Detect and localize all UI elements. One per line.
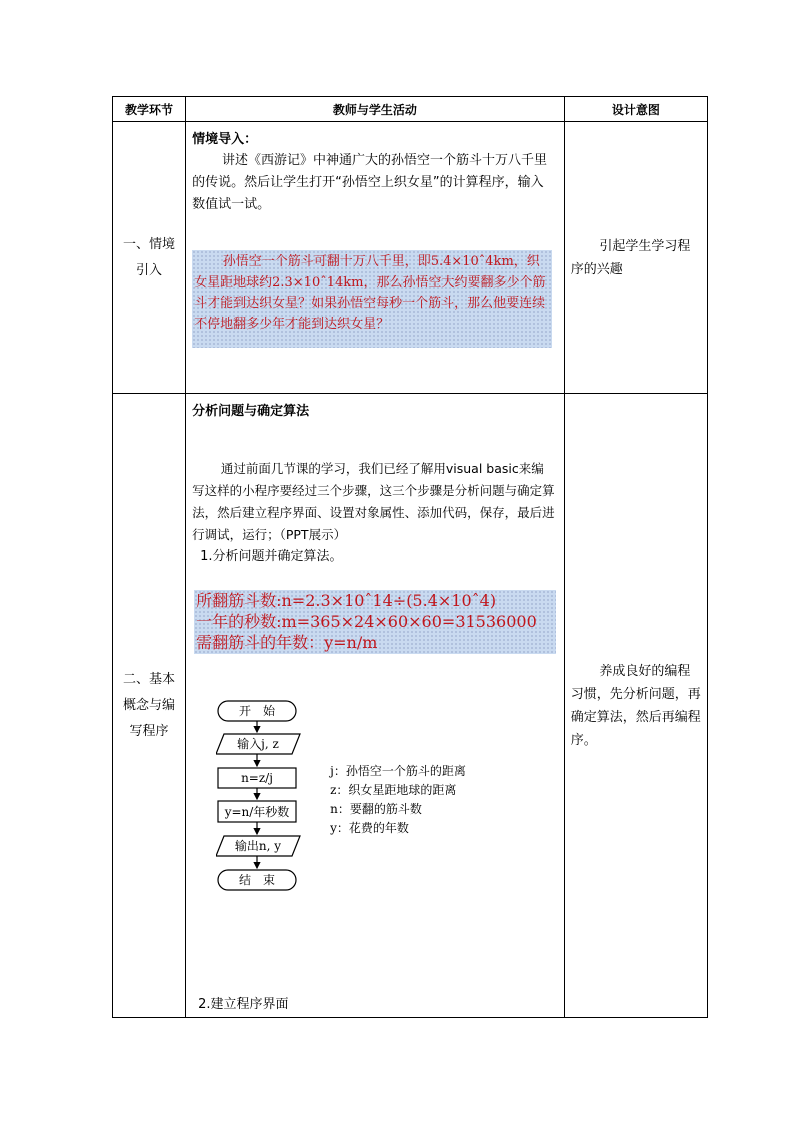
flowchart: [216, 700, 312, 914]
header-activities: 教师与学生活动: [186, 97, 565, 122]
formula-line: 需翻筋斗的年数：y=n/m: [196, 633, 378, 652]
section-heading: 分析问题与确定算法: [192, 404, 310, 419]
flowchart-process-label: n=z/j: [241, 771, 274, 785]
flowchart-start-label: 开 始: [239, 704, 276, 718]
formula-box: [194, 590, 556, 654]
intent-cell: [564, 394, 707, 1018]
lesson-plan-table: [112, 96, 708, 1018]
section-heading: 情境导入：: [192, 132, 258, 147]
flowchart-process-label: y=n/年秒数: [224, 805, 290, 819]
variable-legend: [330, 762, 466, 838]
step-2-label: 2.建立程序界面: [198, 997, 289, 1012]
formula-line: 一年的秒数:m=365×24×60×60=31536000: [196, 612, 537, 631]
header-stage: 教学环节: [113, 97, 186, 122]
activity-cell: [186, 394, 565, 1018]
problem-box: 孙悟空一个筋斗可翻十万八千里，即5.4×10ˆ4km，织女星距地球约2.3×10ˆ14km，那么孙悟空大约要翻多少个筋斗才能到达织女星？如果孙悟空每秒一个筋斗，那么他要连续不停地翻多少年才能到达织女星？: [192, 250, 552, 348]
header-intent: 设计意图: [564, 97, 707, 122]
legend-item: n：要翻的筋斗数: [330, 802, 422, 816]
table-header-row: [113, 97, 708, 122]
step-1-label: 1.分析问题并确定算法。: [200, 549, 343, 564]
intent-cell: [564, 122, 707, 394]
activity-cell: [186, 122, 565, 394]
flowchart-end-label: 结 束: [239, 873, 276, 887]
intro-paragraph: 讲述《西游记》中神通广大的孙悟空一个筋斗十万八千里的传说。然后让学生打开“孙悟空上织女星”的计算程序，输入数值试一试。: [192, 153, 548, 212]
legend-item: y：花费的年数: [330, 821, 409, 835]
formula-line: 所翻筋斗数:n=2.3×10ˆ14÷(5.4×10ˆ4): [196, 591, 497, 610]
stage-label: 二、基本概念与编写程序: [123, 671, 176, 739]
flowchart-output-label: 输出n, y: [235, 839, 282, 853]
stage-label: 一、情境引入: [123, 236, 176, 278]
legend-item: z：织女星距地球的距离: [330, 783, 457, 797]
table-row: [113, 122, 708, 394]
method-paragraph: 通过前面几节课的学习，我们已经了解用visual basic来编写这样的小程序要经过三个步骤，这三个步骤是分析问题与确定算法，然后建立程序界面、设置对象属性、添加代码，保存，最后进行调试，运行；（PPT展示）: [192, 461, 555, 542]
legend-item: j：孙悟空一个筋斗的距离: [330, 764, 466, 778]
table-row: [113, 394, 708, 1018]
intent-text: 养成良好的编程习惯，先分析问题，再确定算法，然后再编程序。: [570, 663, 701, 748]
flowchart-input-label: 输入j, z: [237, 737, 279, 751]
intent-text: 引起学生学习程序的兴趣: [570, 238, 691, 277]
